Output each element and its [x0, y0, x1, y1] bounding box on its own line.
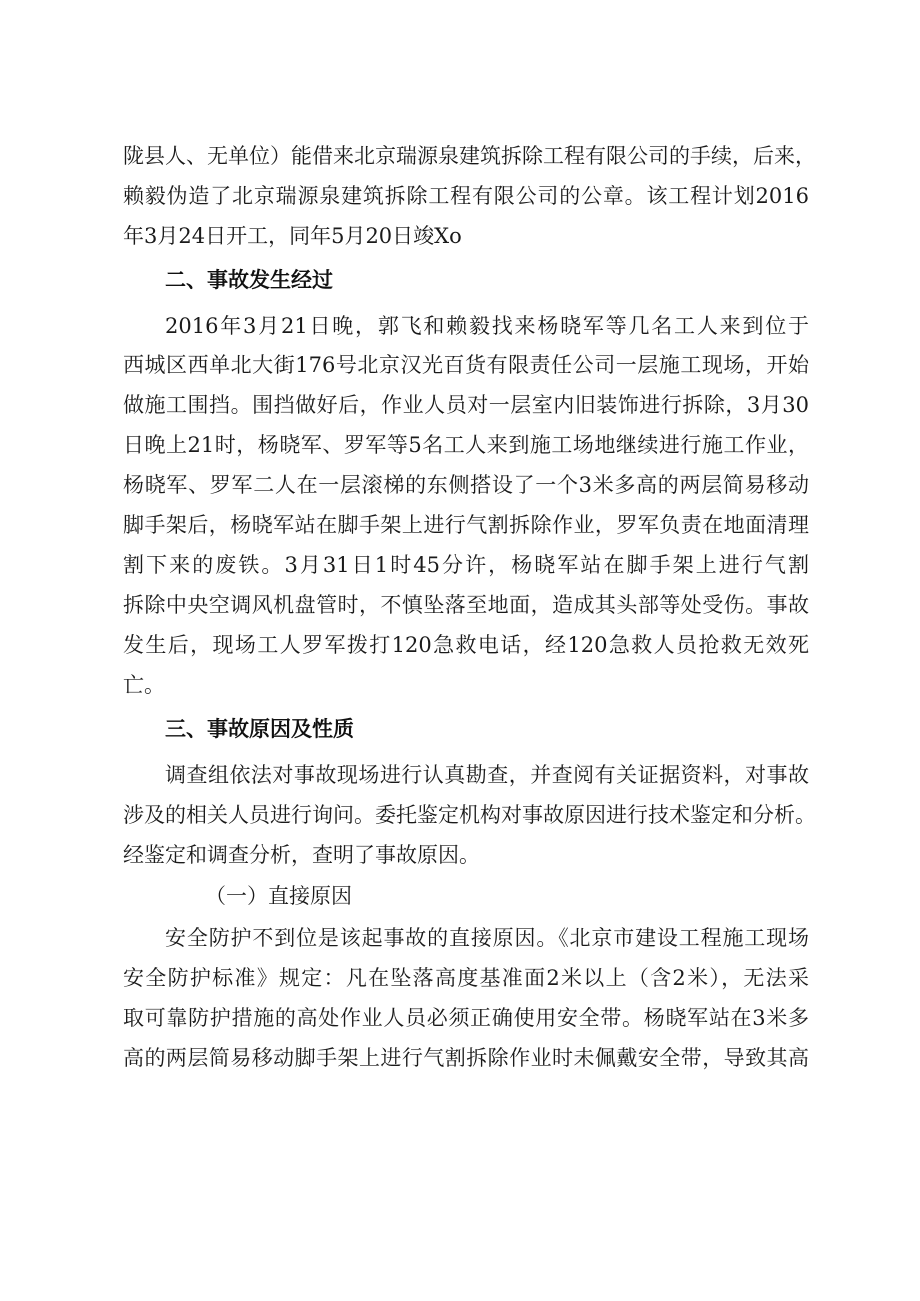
text-line: 陇县人、无单位）能借来北京瑞源泉建筑拆除工程有限公司的手续，后来， [123, 144, 816, 168]
text-line: 安全防护不到位是该起事故的直接原因。《北京市建设工程施工现场 [165, 926, 809, 950]
text-line: 杨晓军、罗军二人在一层滚梯的东侧搭设了一个3米多高的两层简易移动 [123, 473, 809, 497]
text-line: 安全防护标准》规定：凡在坠落高度基准面2米以上（含2米），无法采 [123, 966, 809, 990]
text-line: 高的两层简易移动脚手架上进行气割拆除作业时未佩戴安全带，导致其高 [123, 1046, 809, 1070]
text-line: 取可靠防护措施的高处作业人员必须正确使用安全带。杨晓军站在3米多 [123, 1006, 809, 1030]
text-line: 经鉴定和调查分析，查明了事故原因。 [123, 843, 480, 867]
text-line: 割下来的废铁。3月31日1时45分许，杨晓军站在脚手架上进行气割 [123, 553, 809, 577]
section-heading: 二、事故发生经过 [165, 268, 333, 292]
section-heading: 三、事故原因及性质 [165, 717, 354, 741]
text-line: 脚手架后，杨晓军站在脚手架上进行气割拆除作业，罗军负责在地面清理 [123, 513, 809, 537]
text-line: 涉及的相关人员进行询问。委托鉴定机构对事故原因进行技术鉴定和分析。 [123, 803, 816, 827]
text-line: 做施工围挡。围挡做好后，作业人员对一层室内旧装饰进行拆除，3月30 [123, 393, 809, 417]
subsection-heading: （一）直接原因 [205, 884, 352, 908]
text-line: 发生后，现场工人罗军拨打120急救电话，经120急救人员抢救无效死 [123, 633, 809, 657]
text-line: 亡。 [123, 673, 165, 697]
text-line: 拆除中央空调风机盘管时，不慎坠落至地面，造成其头部等处受伤。事故 [123, 593, 809, 617]
text-line: 2016年3月21日晚，郭飞和赖毅找来杨晓军等几名工人来到位于 [165, 314, 809, 338]
text-line: 调查组依法对事故现场进行认真勘查，并查阅有关证据资料，对事故 [165, 763, 809, 787]
text-line: 西城区西单北大街176号北京汉光百货有限责任公司一层施工现场，开始 [123, 353, 809, 377]
text-line: 日晚上21时，杨晓军、罗军等5名工人来到施工场地继续进行施工作业， [123, 433, 809, 457]
text-line: 赖毅伪造了北京瑞源泉建筑拆除工程有限公司的公章。该工程计划2016 [123, 184, 809, 208]
text-line: 年3月24日开工，同年5月20日竣Xo [123, 224, 462, 248]
